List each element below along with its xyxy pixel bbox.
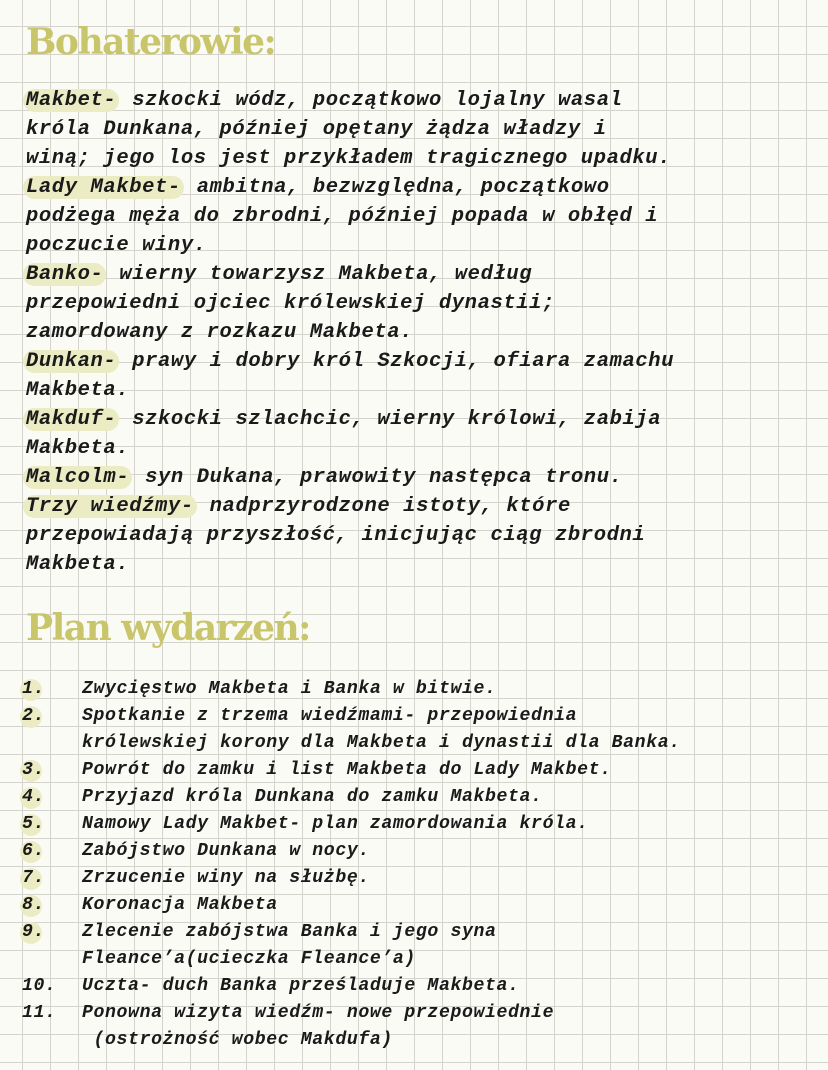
character-desc: podżega męża do zbrodni, później popada w obłęd i	[26, 205, 659, 228]
character-desc: szkocki szlachcic, wierny królowi, zabija	[119, 408, 662, 431]
character-line	[26, 463, 826, 492]
list-item-continuation	[22, 946, 826, 973]
character-name: Lady Makbet-	[23, 176, 184, 199]
character-line	[26, 434, 826, 463]
event-text: Koronacja Makbeta	[82, 895, 278, 915]
list-item	[22, 784, 826, 811]
character-desc: przepowiadają przyszłość, inicjując ciąg zbrodni	[26, 524, 646, 547]
list-item-continuation	[22, 730, 826, 757]
character-line	[26, 86, 826, 115]
character-desc: winą; jego los jest przykładem tragicznego upadku.	[26, 147, 672, 170]
plan-heading: Plan wydarzeń:	[26, 607, 310, 649]
character-line	[26, 347, 826, 376]
list-item	[22, 703, 826, 730]
event-number: 10.	[22, 976, 57, 996]
event-text: Zwycięstwo Makbeta i Banka w bitwie.	[82, 679, 497, 699]
list-item	[22, 1000, 826, 1027]
characters-list	[26, 86, 826, 579]
event-text: królewskiej korony dla Makbeta i dynastii dla Banka.	[82, 733, 681, 753]
event-text: Spotkanie z trzema wiedźmami- przepowiednia	[82, 706, 578, 726]
event-text: Zrzucenie winy na służbę.	[82, 868, 370, 888]
character-name: Banko-	[23, 263, 106, 286]
list-item-continuation	[22, 1027, 826, 1054]
character-name: Trzy wiedźmy-	[23, 495, 197, 518]
character-line	[26, 376, 826, 405]
character-name: Dunkan-	[23, 350, 119, 373]
character-line	[26, 202, 826, 231]
event-number: 9.	[22, 922, 46, 942]
list-item	[22, 811, 826, 838]
character-desc: poczucie winy.	[26, 234, 207, 257]
event-number: 1.	[22, 679, 46, 699]
event-text: (ostrożność wobec Makdufa)	[82, 1030, 393, 1050]
event-number: 7.	[22, 868, 46, 888]
character-name: Malcolm-	[23, 466, 132, 489]
list-item	[22, 919, 826, 946]
character-line	[26, 521, 826, 550]
event-number: 11.	[22, 1003, 57, 1023]
character-line	[26, 115, 826, 144]
characters-heading: Bohaterowie:	[26, 21, 276, 63]
event-text: Fleance’a(ucieczka Fleance’a)	[82, 949, 416, 969]
event-number: 8.	[22, 895, 46, 915]
list-item	[22, 676, 826, 703]
character-desc: króla Dunkana, później opętany żądza władzy i	[26, 118, 607, 141]
character-desc: szkocki wódz, początkowo lojalny wasal	[119, 89, 623, 112]
event-number: 6.	[22, 841, 46, 861]
event-text: Powrót do zamku i list Makbeta do Lady Makbet.	[82, 760, 612, 780]
event-number: 4.	[22, 787, 46, 807]
list-item	[22, 757, 826, 784]
character-desc: nadprzyrodzone istoty, które	[196, 495, 571, 518]
character-line	[26, 289, 826, 318]
event-text: Ponowna wizyta wiedźm- nowe przepowiednie	[82, 1003, 555, 1023]
character-line	[26, 260, 826, 289]
character-desc: wierny towarzysz Makbeta, według	[106, 263, 533, 286]
character-line	[26, 144, 826, 173]
character-line	[26, 173, 826, 202]
list-item	[22, 838, 826, 865]
list-item	[22, 973, 826, 1000]
character-desc: Makbeta.	[26, 379, 130, 402]
character-line	[26, 550, 826, 579]
character-line	[26, 318, 826, 347]
character-name: Makbet-	[23, 89, 119, 112]
character-line	[26, 231, 826, 260]
event-text: Uczta- duch Banka prześladuje Makbeta.	[82, 976, 520, 996]
event-text: Zlecenie zabójstwa Banka i jego syna	[82, 922, 497, 942]
list-item	[22, 892, 826, 919]
event-number: 5.	[22, 814, 46, 834]
character-name: Makduf-	[23, 408, 119, 431]
event-text: Zabójstwo Dunkana w nocy.	[82, 841, 370, 861]
character-desc: przepowiedni ojciec królewskiej dynastii;	[26, 292, 555, 315]
event-number: 2.	[22, 706, 46, 726]
character-desc: prawy i dobry król Szkocji, ofiara zamachu	[119, 350, 675, 373]
list-item	[22, 865, 826, 892]
character-desc: Makbeta.	[26, 553, 130, 576]
character-desc: zamordowany z rozkazu Makbeta.	[26, 321, 414, 344]
character-desc: syn Dukana, prawowity następca tronu.	[132, 466, 623, 489]
events-list	[22, 676, 826, 1054]
character-line	[26, 405, 826, 434]
event-text: Przyjazd króla Dunkana do zamku Makbeta.	[82, 787, 543, 807]
character-desc: Makbeta.	[26, 437, 130, 460]
character-desc: ambitna, bezwzględna, początkowo	[183, 176, 610, 199]
event-number: 3.	[22, 760, 46, 780]
event-text: Namowy Lady Makbet- plan zamordowania króla.	[82, 814, 589, 834]
character-line	[26, 492, 826, 521]
